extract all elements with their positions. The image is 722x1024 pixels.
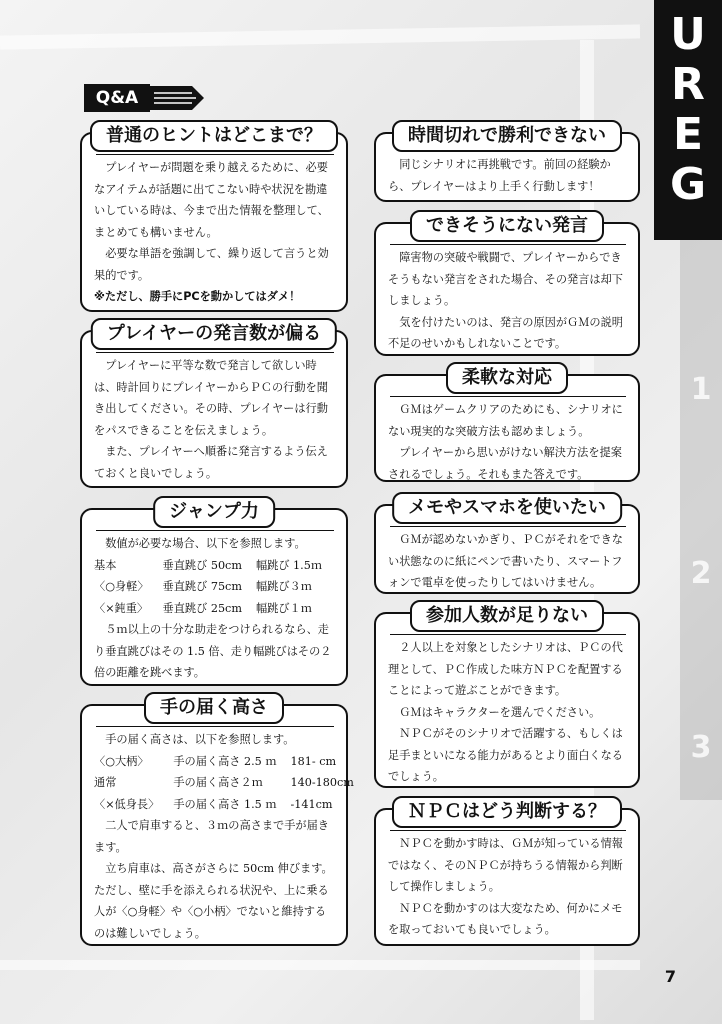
table-cell: 手の届く高さ２ｍ xyxy=(173,776,263,789)
side-title-letter: R xyxy=(671,59,705,110)
qa-card-jump xyxy=(80,501,348,686)
paragraph: ＧＭはキャラクターを選んでください。 xyxy=(399,705,601,719)
qa-card-title: ジャンプ力 xyxy=(153,496,275,528)
qa-card-player-bias xyxy=(80,323,348,488)
reach-table xyxy=(94,751,368,816)
side-chapter-column xyxy=(680,240,722,800)
table-cell: 〈×低身長〉 xyxy=(94,797,160,811)
jump-table xyxy=(94,555,336,620)
qa-card-flexible xyxy=(374,367,640,482)
paragraph: 立ち肩車は、高さがさらに 50cm 伸びます。ただし、壁に手を添えられる状況や、上に乗る人が〈○身軽〉や〈○小柄〉でないと維持するのは難しいでしょう。 xyxy=(94,862,333,940)
table-cell: 通常 xyxy=(94,776,117,789)
divider xyxy=(96,726,334,727)
qa-card-body xyxy=(94,352,336,484)
table-cell: 〈○大柄〉 xyxy=(94,754,149,768)
table-cell: 幅跳び１ｍ xyxy=(255,601,312,615)
qa-card-body xyxy=(94,726,354,944)
qa-card-body xyxy=(388,634,628,788)
table-cell: 垂直跳び 25cm xyxy=(162,601,242,615)
side-chapter-number: 3 xyxy=(690,730,712,765)
table-cell: 基本 xyxy=(94,558,117,572)
table-cell: 幅跳び 1.5ｍ xyxy=(255,558,323,572)
table-row xyxy=(94,555,336,577)
paragraph: プレイヤーから思いがけない解決方法を提案されるでしょう。それもまた答えです。 xyxy=(388,446,622,481)
warning-note: ※ただし、勝手にPCを動かしてはダメ！ xyxy=(94,290,301,303)
arrow-icon xyxy=(148,84,206,112)
side-title-letter: E xyxy=(672,109,704,160)
paragraph: 必要な単語を強調して、繰り返して言うと効果的です。 xyxy=(94,247,329,282)
paragraph: ＮＰＣを動かすのは大変なため、何かにメモを取っておいても良いでしょう。 xyxy=(388,901,623,936)
qa-card-title: 手の届く高さ xyxy=(144,692,284,724)
qa-card-hint xyxy=(80,125,348,312)
paragraph: また、プレイヤーへ順番に発言するよう伝えておくと良いでしょう。 xyxy=(94,445,328,480)
side-chapter-number: 2 xyxy=(690,556,712,591)
divider xyxy=(390,244,626,245)
qa-card-body xyxy=(388,396,628,485)
divider xyxy=(390,830,626,831)
side-title-letter: G xyxy=(669,159,707,210)
qa-card-title: 柔軟な対応 xyxy=(446,362,568,394)
qa-card-body xyxy=(388,154,628,197)
table-cell: -141cm xyxy=(290,797,333,811)
table-cell: 181- cm xyxy=(290,754,337,768)
table-cell: 垂直跳び 75cm xyxy=(162,580,242,593)
divider xyxy=(96,154,334,155)
qa-card-body xyxy=(94,530,336,684)
background-stroke xyxy=(0,24,640,49)
side-title-letter: U xyxy=(670,9,706,60)
qa-card-title: 普通のヒントはどこまで？ xyxy=(90,120,338,152)
qa-card-title: メモやスマホを使いたい xyxy=(392,492,622,524)
table-cell: 〈×鈍重〉 xyxy=(94,601,149,615)
paragraph: ＧＭはゲームクリアのためにも、シナリオにない現実的な突破方法も認めましょう。 xyxy=(388,403,623,438)
qa-card-body xyxy=(388,244,628,355)
paragraph: ＮＰＣがそのシナリオで活躍する、もしくは足手まといになる能力があるとより面白くなるでしょう。 xyxy=(388,727,623,783)
paragraph: 同じシナリオに再挑戦です。前回の経験から、プレイヤーはより上手く行動します！ xyxy=(388,158,611,193)
paragraph: 手の届く高さは、以下を参照します。 xyxy=(105,733,295,746)
table-row xyxy=(94,794,368,816)
divider xyxy=(96,352,334,353)
paragraph: 二人で肩車すると、３ｍの高さまで手が届きます。 xyxy=(94,819,329,854)
paragraph: プレイヤーに平等な数で発言して欲しい時は、時計回りにプレイヤーからＰＣの行動を聞き出してください。その時、プレイヤーは行動をパスできることを伝えましょう。 xyxy=(94,359,328,437)
table-cell: 幅跳び３ｍ xyxy=(255,580,312,593)
qa-card-players xyxy=(374,605,640,788)
table-row xyxy=(94,751,368,773)
qa-card-title: 時間切れで勝利できない xyxy=(392,120,622,152)
page-number: 7 xyxy=(664,967,676,986)
paragraph: ５ｍ以上の十分な助走をつけられるなら、走り垂直跳びはその 1.5 倍、走り幅跳びはその２倍の距離を跳べます。 xyxy=(94,623,332,679)
qa-card-reach xyxy=(80,697,354,946)
side-title-strip xyxy=(654,0,722,240)
table-row xyxy=(94,772,368,794)
qa-badge-label: Q&A xyxy=(84,84,150,112)
qa-badge xyxy=(84,84,202,112)
qa-card-npc xyxy=(374,801,640,946)
qa-card-title: ＮＰＣはどう判断する？ xyxy=(392,796,622,828)
table-cell: 〈○身軽〉 xyxy=(94,580,149,593)
paragraph: ２人以上を対象としたシナリオは、ＰＣの代理として、ＰＣ作成した味方ＮＰＣを配置することによって遊ぶことができます。 xyxy=(388,641,623,697)
qa-card-impossible-statement xyxy=(374,215,640,356)
paragraph: 障害物の突破や戦闘で、プレイヤーからできそうもない発言をされた場合、その発言は却下しましょう。 xyxy=(388,251,623,307)
qa-card-body xyxy=(388,830,628,941)
divider xyxy=(390,396,626,397)
background-stroke xyxy=(0,960,640,970)
qa-card-title: できそうにない発言 xyxy=(410,210,604,242)
qa-card-body xyxy=(94,154,336,308)
divider xyxy=(96,530,334,531)
paragraph: プレイヤーが問題を乗り越えるために、必要なアイテムが話題に出てこない時や状況を勘違いしている時は、今まで出た情報を整理して、まとめても構いません。 xyxy=(94,161,329,239)
qa-card-body xyxy=(388,526,628,594)
qa-card-title: プレイヤーの発言数が偏る xyxy=(91,318,337,350)
table-row xyxy=(94,576,336,598)
side-chapter-number: 1 xyxy=(690,372,712,407)
divider xyxy=(390,634,626,635)
table-cell: 手の届く高さ 2.5 ｍ xyxy=(173,754,277,768)
paragraph: 気を付けたいのは、発言の原因がＧＭの説明不足のせいかもしれないことです。 xyxy=(388,315,623,350)
qa-card-timeout xyxy=(374,125,640,202)
qa-card-memo xyxy=(374,497,640,594)
table-row xyxy=(94,598,336,620)
table-cell: 140-180cm xyxy=(290,776,354,789)
qa-card-title: 参加人数が足りない xyxy=(410,600,604,632)
paragraph: ＧＭが認めないかぎり、ＰＣがそれをできない状態なのに紙にペンで書いたり、スマートフォンで電卓を使ったりしてはいけません。 xyxy=(388,533,623,589)
divider xyxy=(390,526,626,527)
paragraph: 数値が必要な場合、以下を参照します。 xyxy=(105,537,306,550)
table-cell: 垂直跳び 50cm xyxy=(162,558,242,572)
table-cell: 手の届く高さ 1.5 ｍ xyxy=(173,797,277,811)
paragraph: ＮＰＣを動かす時は、ＧＭが知っている情報ではなく、そのＮＰＣが持ちうる情報から判断して操作しましょう。 xyxy=(388,837,623,893)
